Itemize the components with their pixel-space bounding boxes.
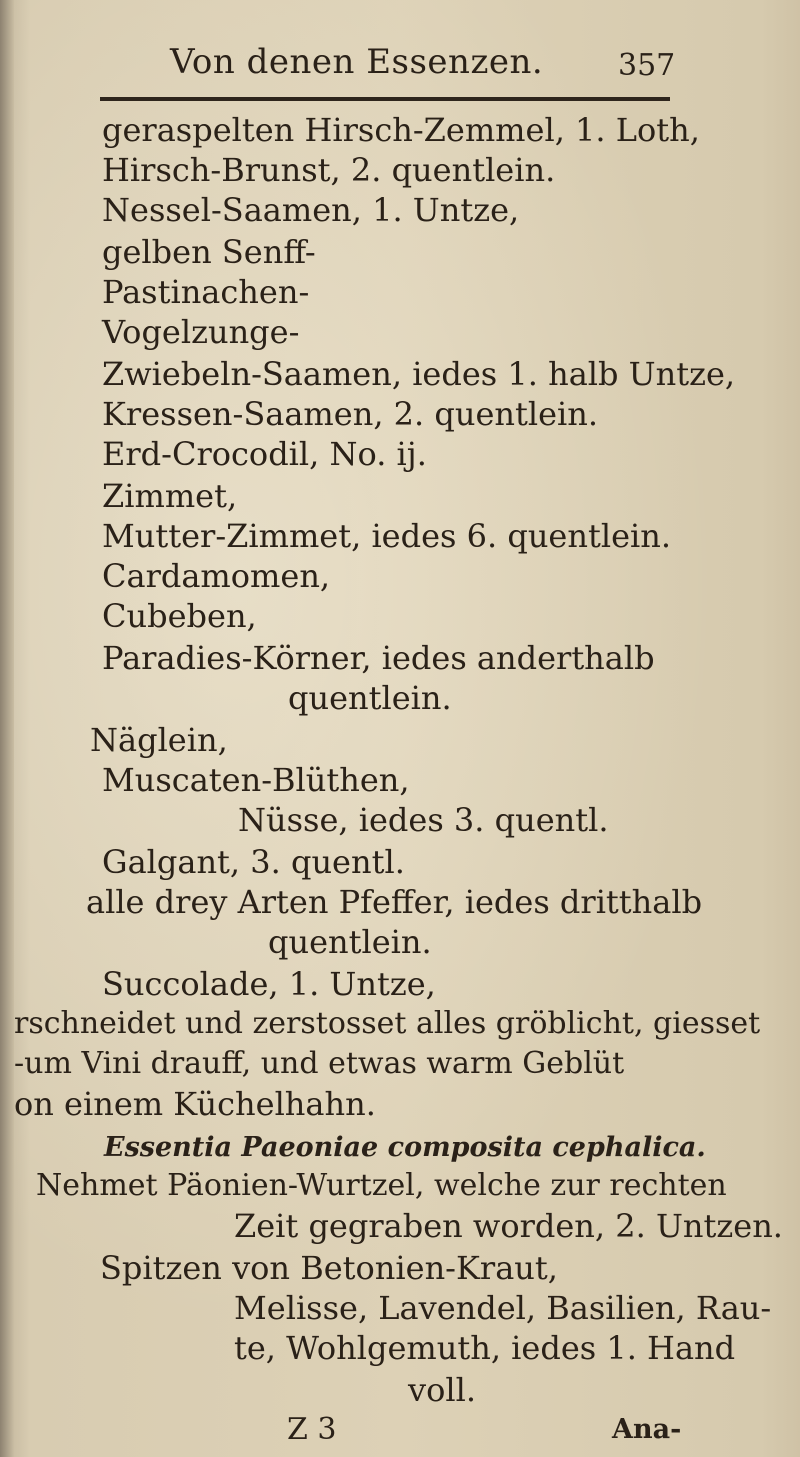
text-line: on einem Küchelhahn. — [14, 1085, 376, 1123]
header-rule — [100, 97, 670, 101]
text-line: geraspelten Hirsch-Zemmel, 1. Loth, — [102, 111, 700, 149]
text-line: Cubeben, — [102, 597, 257, 635]
binding-gutter — [0, 0, 14, 1457]
text-line: Spitzen von Betonien-Kraut, — [100, 1249, 558, 1287]
text-line: gelben Senff- — [102, 233, 316, 271]
text-line: alle drey Arten Pfeffer, iedes dritthalb — [86, 883, 703, 921]
text-line: quentlein. — [288, 679, 452, 717]
text-line: Zimmet, — [102, 477, 238, 515]
text-line: Zwiebeln-Saamen, iedes 1. halb Untze, — [102, 355, 736, 393]
text-line: Nüsse, iedes 3. quentl. — [238, 801, 609, 839]
text-line: -um Vini drauff, und etwas warm Geblüt — [14, 1046, 625, 1081]
signature-mark: Z 3 — [287, 1412, 337, 1447]
text-line: Galgant, 3. quentl. — [102, 843, 405, 881]
text-line: Paradies-Körner, iedes anderthalb — [102, 639, 655, 677]
text-line: Nehmet Päonien-Wurtzel, welche zur rechten — [36, 1168, 727, 1203]
section-heading: Essentia Paeoniae composita cephalica. — [104, 1132, 706, 1163]
text-line: Näglein, — [90, 721, 228, 759]
text-line: Vogelzunge- — [102, 313, 300, 351]
text-line: Kressen-Saamen, 2. quentlein. — [102, 395, 599, 433]
text-line: voll. — [408, 1371, 476, 1409]
text-line: Pastinachen- — [102, 273, 310, 311]
text-line: Melisse, Lavendel, Basilien, Rau- — [234, 1289, 772, 1327]
text-line: Mutter-Zimmet, iedes 6. quentlein. — [102, 517, 672, 555]
page-number: 357 — [618, 48, 676, 83]
catchword: Ana- — [612, 1414, 682, 1445]
text-line: rschneidet und zerstosset alles gröblicht, giesset — [14, 1006, 761, 1041]
text-line: Erd-Crocodil, No. ij. — [102, 435, 427, 473]
text-line: Cardamomen, — [102, 557, 331, 595]
running-header: Von denen Essenzen. — [170, 42, 544, 82]
text-line: Muscaten-Blüthen, — [102, 761, 410, 799]
text-line: te, Wohlgemuth, iedes 1. Hand — [234, 1329, 736, 1367]
text-line: Zeit gegraben worden, 2. Untzen. — [234, 1207, 783, 1245]
text-line: quentlein. — [268, 923, 432, 961]
text-line: Nessel-Saamen, 1. Untze, — [102, 191, 520, 229]
text-line: Succolade, 1. Untze, — [102, 965, 436, 1003]
text-line: Hirsch-Brunst, 2. quentlein. — [102, 151, 556, 189]
